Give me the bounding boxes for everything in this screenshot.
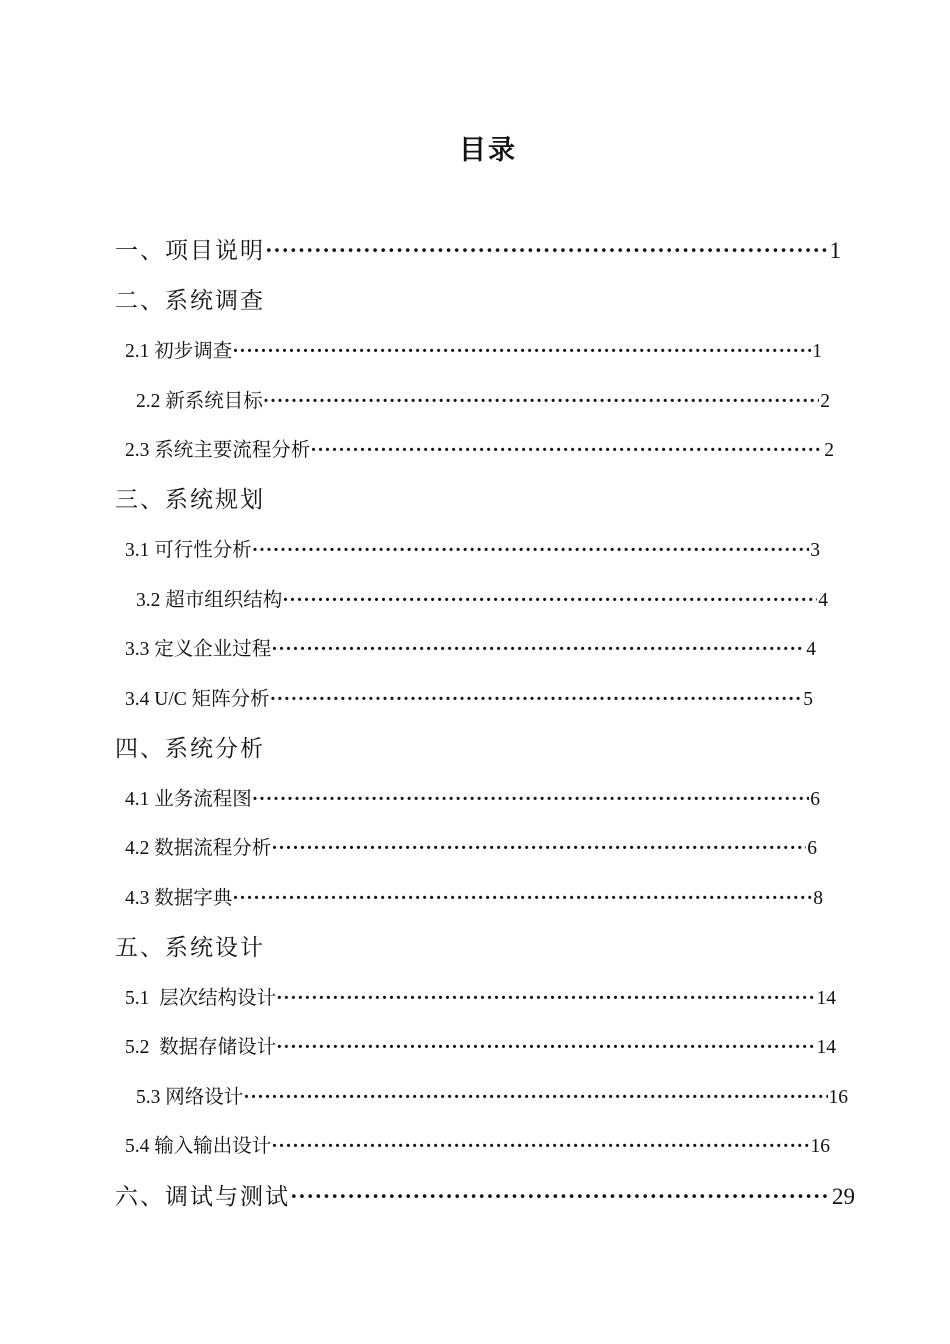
toc-entry-label: 2.3 系统主要流程分析 — [125, 440, 311, 461]
dot-leader — [310, 440, 823, 462]
toc-entry-page: 3 — [810, 540, 820, 561]
toc-entry[interactable] — [125, 832, 817, 860]
toc-entry-page: 16 — [828, 1087, 848, 1108]
dot-leader — [290, 1184, 831, 1210]
dot-leader — [232, 888, 812, 910]
dot-leader — [276, 988, 815, 1010]
toc-entry-label: 4.1 业务流程图 — [125, 789, 252, 810]
dot-leader — [263, 391, 819, 413]
toc-entry[interactable] — [125, 633, 816, 661]
toc-section-heading[interactable]: 五、系统设计 — [115, 935, 265, 960]
toc-entry[interactable] — [115, 232, 841, 265]
toc-entry[interactable] — [136, 385, 830, 413]
toc-entry[interactable] — [125, 434, 834, 462]
toc-entry-label: 一、项目说明 — [115, 238, 265, 263]
toc-section-heading[interactable]: 三、系统规划 — [115, 487, 265, 512]
dot-leader — [271, 639, 805, 661]
toc-section-heading[interactable]: 四、系统分析 — [115, 736, 265, 761]
toc-entry-label: 3.4 U/C 矩阵分析 — [125, 689, 270, 710]
toc-entry-page: 29 — [832, 1184, 855, 1209]
toc-entry[interactable] — [136, 584, 828, 612]
toc-entry[interactable] — [136, 1081, 848, 1109]
toc-entry-label: 2.1 初步调查 — [125, 341, 233, 362]
toc-entry[interactable] — [125, 982, 836, 1010]
toc-entry-page: 4 — [818, 590, 828, 611]
dot-leader — [265, 238, 829, 264]
dot-leader — [271, 838, 806, 860]
toc-entry-page: 1 — [829, 238, 841, 263]
toc-entry-page: 6 — [810, 789, 820, 810]
toc-entry-label: 3.3 定义企业过程 — [125, 639, 272, 660]
toc-entry-page: 2 — [824, 440, 834, 461]
page-title: 目录 — [459, 135, 517, 166]
toc-entry-page: 14 — [816, 988, 836, 1009]
toc-entry-label: 5.3 网络设计 — [136, 1087, 244, 1108]
dot-leader — [276, 1037, 815, 1059]
toc-entry-label: 5.4 输入输出设计 — [125, 1136, 272, 1157]
toc-entry[interactable] — [125, 1031, 836, 1059]
dot-leader — [282, 590, 817, 612]
toc-entry[interactable] — [115, 1178, 855, 1211]
toc-entry-page: 2 — [820, 391, 830, 412]
toc-entry-label: 5.1 层次结构设计 — [125, 988, 277, 1009]
toc-entry[interactable] — [125, 882, 823, 910]
toc-entry-page: 1 — [812, 341, 822, 362]
toc-entry-label: 3.2 超市组织结构 — [136, 590, 283, 611]
dot-leader — [270, 689, 803, 711]
toc-entry-label: 4.2 数据流程分析 — [125, 838, 272, 859]
dot-leader — [232, 341, 811, 363]
toc-entry-page: 6 — [807, 838, 817, 859]
toc-entry[interactable] — [125, 683, 813, 711]
dot-leader — [243, 1087, 827, 1109]
toc-entry-label: 4.3 数据字典 — [125, 888, 233, 909]
dot-leader — [271, 1136, 809, 1158]
toc-entry-label: 3.1 可行性分析 — [125, 540, 252, 561]
toc-entry-label: 5.2 数据存储设计 — [125, 1037, 277, 1058]
toc-entry-label: 六、调试与测试 — [115, 1184, 290, 1209]
toc-section-heading[interactable]: 二、系统调查 — [115, 288, 265, 313]
toc-entry-page: 4 — [806, 639, 816, 660]
dot-leader — [252, 540, 809, 562]
toc-entry[interactable] — [125, 534, 820, 562]
toc-entry-page: 8 — [813, 888, 823, 909]
toc-entry-label: 2.2 新系统目标 — [136, 391, 263, 412]
toc-entry[interactable] — [125, 335, 822, 363]
toc-entry[interactable] — [125, 1130, 830, 1158]
toc-entry[interactable] — [125, 783, 820, 811]
toc-entry-page: 14 — [816, 1037, 836, 1058]
toc-entry-page: 5 — [803, 689, 813, 710]
dot-leader — [252, 789, 809, 811]
toc-entry-page: 16 — [810, 1136, 830, 1157]
